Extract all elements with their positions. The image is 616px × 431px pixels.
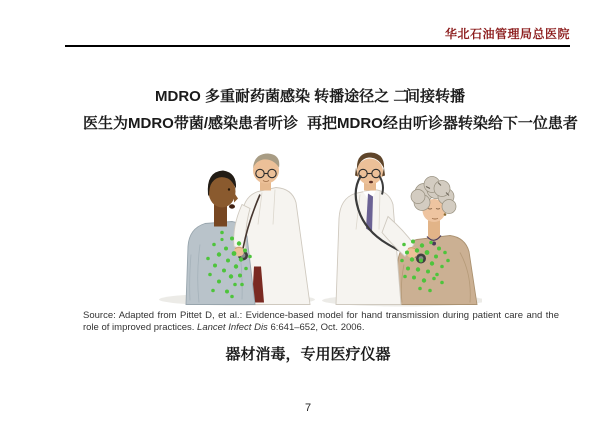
title-line1-right: 间接转播: [405, 88, 466, 105]
hospital-name: 华北石油管理局总医院: [444, 27, 570, 41]
source-text-before: Source: Adapted from Pittet D, et al.: Evidence-based model for hand transmission during patient care and the role of improved practices.: [83, 310, 559, 333]
scene-doctor-with-mdro-patient: [159, 154, 315, 306]
journal-name: Lancet Infect Dis: [197, 321, 268, 333]
header-divider: [65, 45, 570, 47]
scene-doctor-with-next-patient: [322, 153, 482, 307]
caption-text: 器材消毒，专用医疗仪器: [225, 346, 391, 363]
title-line2-left: 医生为MDRO带菌/感染患者听诊: [83, 115, 298, 132]
page-number: 7: [304, 402, 312, 414]
source-citation: [83, 310, 559, 333]
source-text-after: 6:641–652, Oct. 2006.: [267, 321, 365, 333]
earring-icon: [444, 213, 447, 216]
title-line1-left: MDRO 多重耐药菌感染 转播途径之 二: [155, 88, 409, 105]
transmission-illustration: [142, 144, 482, 307]
title-line2-right: 再把MDRO经由听诊器转染给下一位患者: [307, 115, 578, 132]
